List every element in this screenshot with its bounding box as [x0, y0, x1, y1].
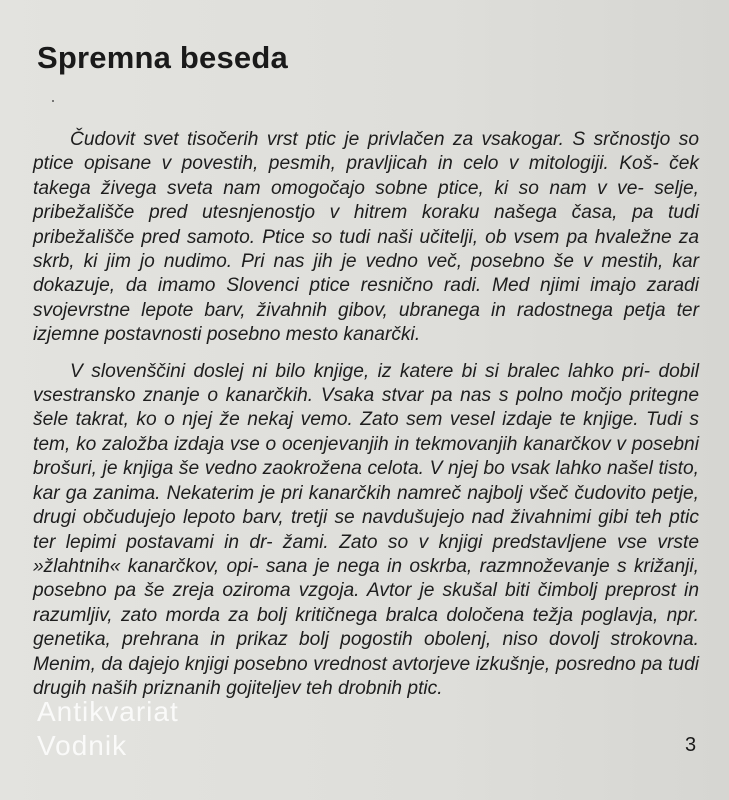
watermark-line-1: Antikvariat: [37, 696, 179, 727]
watermark-line-2: Vodnik: [37, 730, 128, 761]
page-number: 3: [685, 734, 697, 756]
paragraph-2: V slovenščini doslej ni bilo knjige, iz katere bi si bralec lahko pri- dobil vsestransko znanje o kanarčkih. Vsaka stvar pa nas s polno močjo pritegne šele takrat, ko o njej že nekaj vemo. Zato sem vesel izdaje te knjige. Tudi s tem, ko založba izdaja vse o ocenjevanjih in tekmovanjih kanarčkov v posebni brošuri, je knjiga še vedno zaokrožena celota. V njej bo vsak lahko našel tisto, kar ga zanima. Nekaterim je pri kanarčkih namreč najbolj všeč čudovito petje, drugi občudujejo lepoto barv, tretji se navdušujejo nad živahnimi gibi teh ptic ter lepimi postavami in dr- žami. Zato so v knjigi predstavljene vse vrste »žlahtnih« kanarčkov, opi- sana je nega in oskrba, razmnoževanje s križanji, posebno pa še zreja oziroma vzgoja. Avtor je skušal biti čimbolj preprost in razumljiv, zato morda za bolj kritičnega bralca določena težja poglavja, npr. genetika, prehrana in prikaz bolj pogostih obolenj, niso dovolj strokovna. Menim, da dajejo knjigi posebno vrednost avtorjeve izkušnje, posredno pa tudi drugih naših priznanih gojiteljev teh drobnih ptic.: [33, 360, 699, 699]
print-speck: [52, 100, 54, 102]
body-text: [33, 128, 699, 713]
page-title: Spremna beseda: [37, 40, 288, 75]
paragraph-1: Čudovit svet tisočerih vrst ptic je privlačen za vsakogar. S srčnostjo so ptice opisane v povestih, pesmih, pravljicah in celo v mitologiji. Koš- ček takega živega sveta nam omogočajo sobne ptice, ki so nam v ve- selje, pribežališče pred utesnjenostjo v hitrem koraku našega časa, pa tudi pribežališče pred samoto. Ptice so tudi naši učitelji, ob vsem pa hvaležne za skrb, ki jim jo nudimo. Pri nas jih je vedno več, posebno še v mestih, kar dokazuje, da imamo Slovenci ptice resnično radi. Med njimi imajo zaradi svojevrstne lepote barv, živahnih gibov, ubranega in radostnega petja ter izjemne postavnosti posebno mesto kanarčki.: [33, 129, 699, 346]
